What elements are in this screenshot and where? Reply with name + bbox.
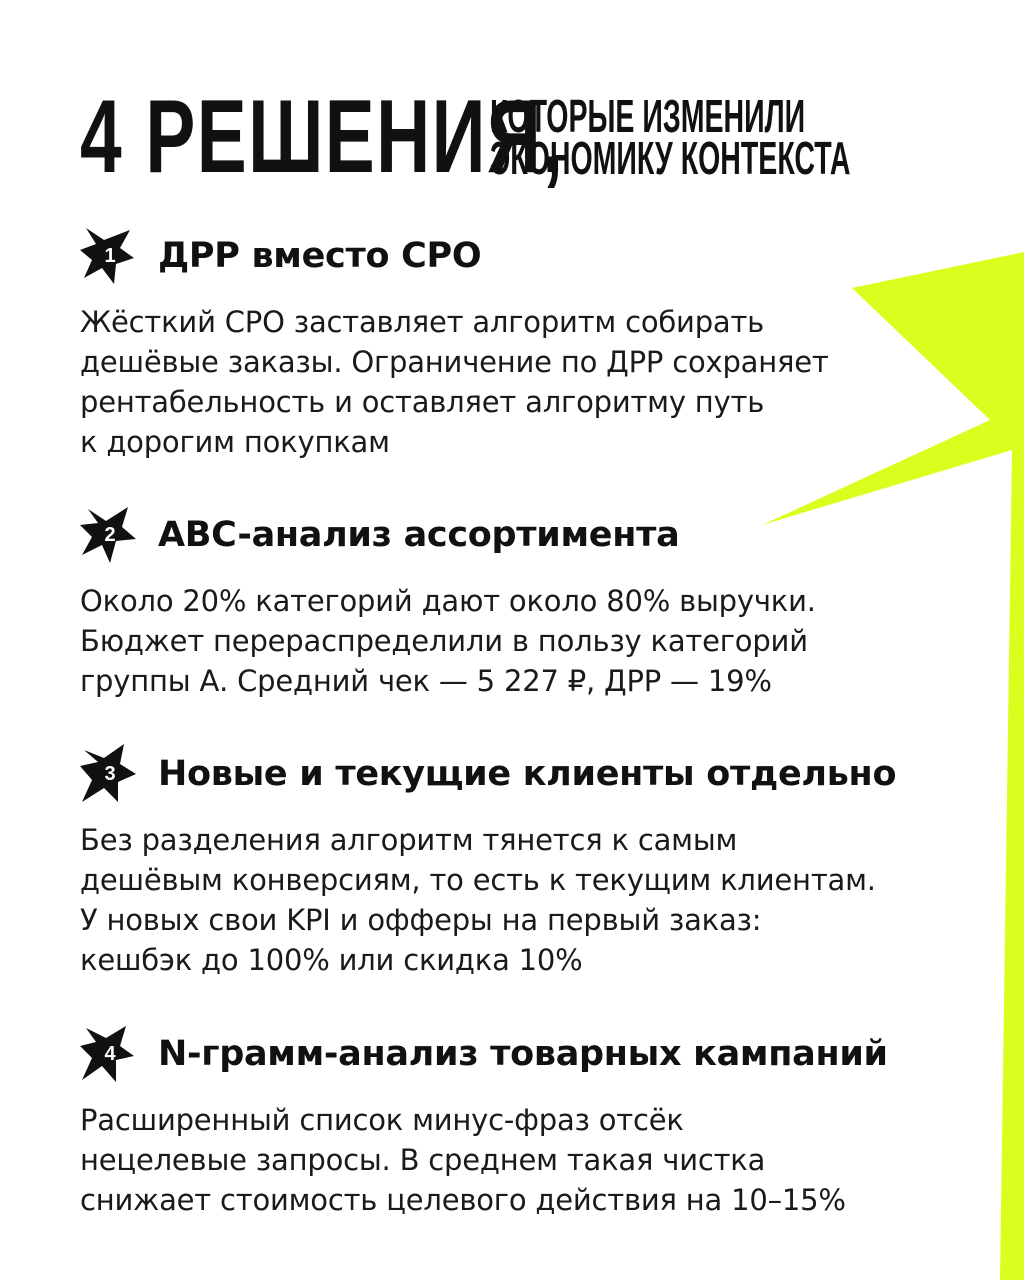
solution-item-2 [80, 505, 960, 701]
description-line: нецелевые запросы. В среднем такая чистка [80, 1143, 766, 1177]
solution-description [80, 820, 960, 980]
description-line: Жёсткий CPO заставляет алгоритм собирать [80, 305, 765, 339]
title-main: 4 РЕШЕНИЯ, [80, 79, 565, 195]
solution-description [80, 581, 960, 701]
solution-item-4 [80, 1024, 960, 1220]
badge-number: 3 [104, 762, 116, 785]
solution-item-3 [80, 744, 960, 980]
description-line: снижает стоимость целевого действия на 10–15% [80, 1183, 846, 1217]
solution-header [80, 505, 960, 565]
star-badge-icon [80, 226, 136, 286]
description-line: рентабельность и оставляет алгоритму путь [80, 385, 765, 419]
solution-item-1 [80, 226, 960, 462]
badge-number: 1 [104, 244, 116, 267]
page-title [80, 79, 1024, 195]
solution-title: ABC-анализ ассортимента [158, 515, 680, 555]
star-badge-icon [80, 505, 136, 565]
description-line: дешёвые заказы. Ограничение по ДРР сохраняет [80, 345, 829, 379]
solution-header [80, 744, 960, 804]
description-line: кешбэк до 100% или скидка 10% [80, 943, 583, 977]
solution-description [80, 302, 960, 462]
solution-header [80, 226, 960, 286]
badge-number: 2 [104, 523, 116, 546]
star-badge-icon [80, 1024, 136, 1084]
solution-title: N-грамм-анализ товарных кампаний [158, 1034, 888, 1074]
title-subtitle-line-1: КОТОРЫЕ ИЗМЕНИЛИ [490, 90, 806, 142]
description-line: дешёвым конверсиям, то есть к текущим клиентам. [80, 863, 876, 897]
title-subtitle [490, 90, 1024, 184]
solution-description [80, 1100, 960, 1220]
badge-number: 4 [104, 1042, 116, 1065]
description-line: У новых свои KPI и офферы на первый заказ: [80, 903, 762, 937]
star-badge-icon [80, 744, 136, 804]
solution-title: Новые и текущие клиенты отдельно [158, 754, 897, 794]
solution-title: ДРР вместо CPO [158, 236, 482, 276]
description-line: Бюджет перераспределили в пользу категорий [80, 624, 808, 658]
description-line: к дорогим покупкам [80, 425, 390, 459]
title-subtitle-line-2: ЭКОНОМИКУ КОНТЕКСТА [490, 132, 851, 184]
solution-header [80, 1024, 960, 1084]
description-line: Около 20% категорий дают около 80% выручки. [80, 584, 816, 618]
description-line: группы А. Средний чек — 5 227 ₽, ДРР — 19% [80, 664, 772, 698]
description-line: Без разделения алгоритм тянется к самым [80, 823, 738, 857]
description-line: Расширенный список минус-фраз отсёк [80, 1103, 684, 1137]
